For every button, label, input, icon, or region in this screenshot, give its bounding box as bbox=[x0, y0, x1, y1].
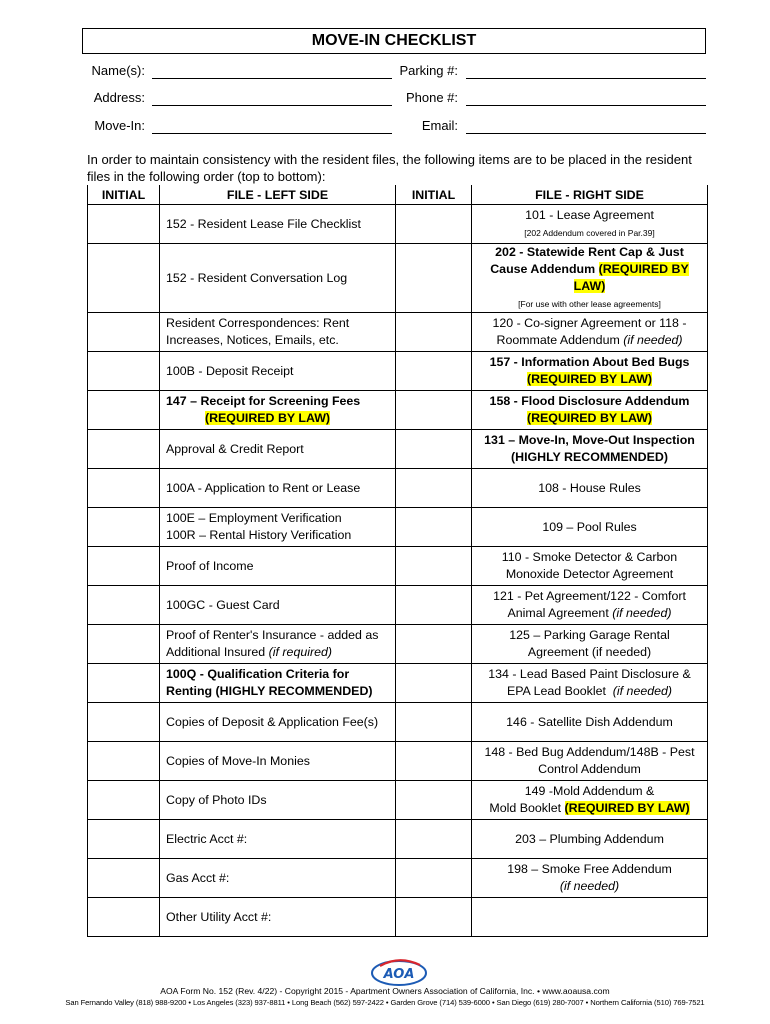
right-item: 120 - Co-signer Agreement or 118 - Roommate Addendum (if needed) bbox=[472, 313, 708, 352]
footer-offices: San Fernando Valley (818) 988-9200 • Los Angeles (323) 937-8811 • Long Beach (562) 597-2422 • Garden Grove (714) 539-6000 • San Diego (619) 280-7007 • Northern California (510) 769-7521 bbox=[65, 998, 705, 1007]
required-by-law-badge: (REQUIRED BY LAW) bbox=[526, 411, 653, 425]
initial-box-right[interactable] bbox=[396, 703, 472, 742]
right-item: 149 -Mold Addendum & Mold Booklet (REQUIRED BY LAW) bbox=[472, 781, 708, 820]
right-item: 146 - Satellite Dish Addendum bbox=[472, 703, 708, 742]
right-item: 108 - House Rules bbox=[472, 469, 708, 508]
header-initial-left: INITIAL bbox=[88, 185, 160, 205]
checklist-table bbox=[87, 185, 708, 937]
address-field[interactable] bbox=[152, 105, 392, 106]
initial-box-left[interactable] bbox=[88, 430, 160, 469]
initial-box-right[interactable] bbox=[396, 898, 472, 937]
left-item: Copy of Photo IDs bbox=[160, 781, 396, 820]
initial-box-left[interactable] bbox=[88, 313, 160, 352]
left-item: Other Utility Acct #: bbox=[160, 898, 396, 937]
header-file-right: FILE - RIGHT SIDE bbox=[472, 185, 708, 205]
table-row bbox=[88, 547, 708, 586]
left-item: 100GC - Guest Card bbox=[160, 586, 396, 625]
parking-label: Parking #: bbox=[399, 63, 458, 78]
left-item: 100B - Deposit Receipt bbox=[160, 352, 396, 391]
initial-box-right[interactable] bbox=[396, 742, 472, 781]
left-item: Proof of Income bbox=[160, 547, 396, 586]
table-row bbox=[88, 586, 708, 625]
left-item: Gas Acct #: bbox=[160, 859, 396, 898]
parking-field[interactable] bbox=[466, 78, 706, 79]
required-by-law-badge: (REQUIRED BY LAW) bbox=[526, 372, 653, 386]
table-row bbox=[88, 430, 708, 469]
table-row bbox=[88, 469, 708, 508]
right-item: 125 – Parking Garage Rental Agreement (if needed) bbox=[472, 625, 708, 664]
names-label: Name(s): bbox=[91, 63, 145, 78]
right-item: 202 - Statewide Rent Cap & Just Cause Addendum (REQUIRED BY LAW) [For use with other lease agreements] bbox=[472, 244, 708, 313]
left-item: Electric Acct #: bbox=[160, 820, 396, 859]
initial-box-left[interactable] bbox=[88, 586, 160, 625]
table-row bbox=[88, 781, 708, 820]
initial-box-right[interactable] bbox=[396, 430, 472, 469]
left-item: Copies of Move-In Monies bbox=[160, 742, 396, 781]
right-item bbox=[472, 898, 708, 937]
table-row bbox=[88, 391, 708, 430]
initial-box-left[interactable] bbox=[88, 205, 160, 244]
left-item: Resident Correspondences: Rent Increases, Notices, Emails, etc. bbox=[160, 313, 396, 352]
initial-box-left[interactable] bbox=[88, 859, 160, 898]
movein-label: Move-In: bbox=[94, 118, 145, 133]
left-item: 152 - Resident Conversation Log bbox=[160, 244, 396, 313]
left-item: Proof of Renter's Insurance - added as Additional Insured (if required) bbox=[160, 625, 396, 664]
table-row bbox=[88, 313, 708, 352]
table-row bbox=[88, 664, 708, 703]
initial-box-right[interactable] bbox=[396, 313, 472, 352]
initial-box-right[interactable] bbox=[396, 547, 472, 586]
initial-box-left[interactable] bbox=[88, 391, 160, 430]
table-row bbox=[88, 742, 708, 781]
initial-box-right[interactable] bbox=[396, 859, 472, 898]
table-row bbox=[88, 703, 708, 742]
page-title: MOVE-IN CHECKLIST bbox=[82, 28, 706, 54]
table-row bbox=[88, 820, 708, 859]
right-item: 131 – Move-In, Move-Out Inspection (HIGHLY RECOMMENDED) bbox=[472, 430, 708, 469]
names-field[interactable] bbox=[152, 78, 392, 79]
initial-box-right[interactable] bbox=[396, 664, 472, 703]
left-item: Copies of Deposit & Application Fee(s) bbox=[160, 703, 396, 742]
initial-box-left[interactable] bbox=[88, 703, 160, 742]
initial-box-left[interactable] bbox=[88, 547, 160, 586]
right-item: 134 - Lead Based Paint Disclosure & EPA Lead Booklet (if needed) bbox=[472, 664, 708, 703]
header-file-left: FILE - LEFT SIDE bbox=[160, 185, 396, 205]
address-label: Address: bbox=[93, 90, 145, 105]
right-item: 110 - Smoke Detector & Carbon Monoxide Detector Agreement bbox=[472, 547, 708, 586]
right-item: 109 – Pool Rules bbox=[472, 508, 708, 547]
left-item: 100Q - Qualification Criteria for Renting (HIGHLY RECOMMENDED) bbox=[160, 664, 396, 703]
right-item: 101 - Lease Agreement [202 Addendum covered in Par.39] bbox=[472, 205, 708, 244]
initial-box-left[interactable] bbox=[88, 625, 160, 664]
initial-box-left[interactable] bbox=[88, 508, 160, 547]
left-item: 100A - Application to Rent or Lease bbox=[160, 469, 396, 508]
initial-box-left[interactable] bbox=[88, 664, 160, 703]
initial-box-right[interactable] bbox=[396, 781, 472, 820]
required-by-law-badge: (REQUIRED BY LAW) bbox=[204, 411, 331, 425]
initial-box-right[interactable] bbox=[396, 469, 472, 508]
right-item: 158 - Flood Disclosure Addendum (REQUIRED BY LAW) bbox=[472, 391, 708, 430]
left-item: 152 - Resident Lease File Checklist bbox=[160, 205, 396, 244]
left-item: Approval & Credit Report bbox=[160, 430, 396, 469]
initial-box-right[interactable] bbox=[396, 244, 472, 313]
table-row bbox=[88, 508, 708, 547]
right-item: 198 – Smoke Free Addendum (if needed) bbox=[472, 859, 708, 898]
movein-field[interactable] bbox=[152, 133, 392, 134]
table-row bbox=[88, 898, 708, 937]
left-item: 100E – Employment Verification 100R – Rental History Verification bbox=[160, 508, 396, 547]
required-by-law-badge: (REQUIRED BY LAW) bbox=[573, 262, 689, 293]
required-by-law-badge: (REQUIRED BY LAW) bbox=[564, 801, 690, 815]
phone-label: Phone #: bbox=[405, 90, 458, 105]
initial-box-left[interactable] bbox=[88, 820, 160, 859]
right-item: 121 - Pet Agreement/122 - Comfort Animal Agreement (if needed) bbox=[472, 586, 708, 625]
header-initial-right: INITIAL bbox=[396, 185, 472, 205]
initial-box-right[interactable] bbox=[396, 205, 472, 244]
initial-box-right[interactable] bbox=[396, 625, 472, 664]
email-field[interactable] bbox=[466, 133, 706, 134]
phone-field[interactable] bbox=[466, 105, 706, 106]
table-row bbox=[88, 625, 708, 664]
svg-text:AOA: AOA bbox=[383, 967, 415, 982]
right-item: 203 – Plumbing Addendum bbox=[472, 820, 708, 859]
initial-box-left[interactable] bbox=[88, 469, 160, 508]
table-row bbox=[88, 244, 708, 313]
table-row bbox=[88, 859, 708, 898]
left-item: 147 – Receipt for Screening Fees (REQUIRED BY LAW) bbox=[160, 391, 396, 430]
footer-copyright: AOA Form No. 152 (Rev. 4/22) - Copyright 2015 - Apartment Owners Association of California, Inc. • www.aoausa.com bbox=[160, 986, 610, 996]
right-item: 148 - Bed Bug Addendum/148B - Pest Control Addendum bbox=[472, 742, 708, 781]
initial-box-left[interactable] bbox=[88, 781, 160, 820]
initial-box-right[interactable] bbox=[396, 820, 472, 859]
initial-box-right[interactable] bbox=[396, 586, 472, 625]
initial-box-left[interactable] bbox=[88, 742, 160, 781]
initial-box-left[interactable] bbox=[88, 352, 160, 391]
table-header-row bbox=[88, 185, 708, 205]
initial-box-left[interactable] bbox=[88, 898, 160, 937]
email-label: Email: bbox=[421, 118, 458, 133]
initial-box-right[interactable] bbox=[396, 391, 472, 430]
table-row bbox=[88, 205, 708, 244]
initial-box-right[interactable] bbox=[396, 352, 472, 391]
table-row bbox=[88, 352, 708, 391]
aoa-logo bbox=[370, 957, 428, 987]
initial-box-right[interactable] bbox=[396, 508, 472, 547]
initial-box-left[interactable] bbox=[88, 244, 160, 313]
right-item: 157 - Information About Bed Bugs (REQUIRED BY LAW) bbox=[472, 352, 708, 391]
intro-paragraph: In order to maintain consistency with the resident files, the following items are to be placed in the resident files in the following order (top to bottom): bbox=[87, 152, 692, 184]
